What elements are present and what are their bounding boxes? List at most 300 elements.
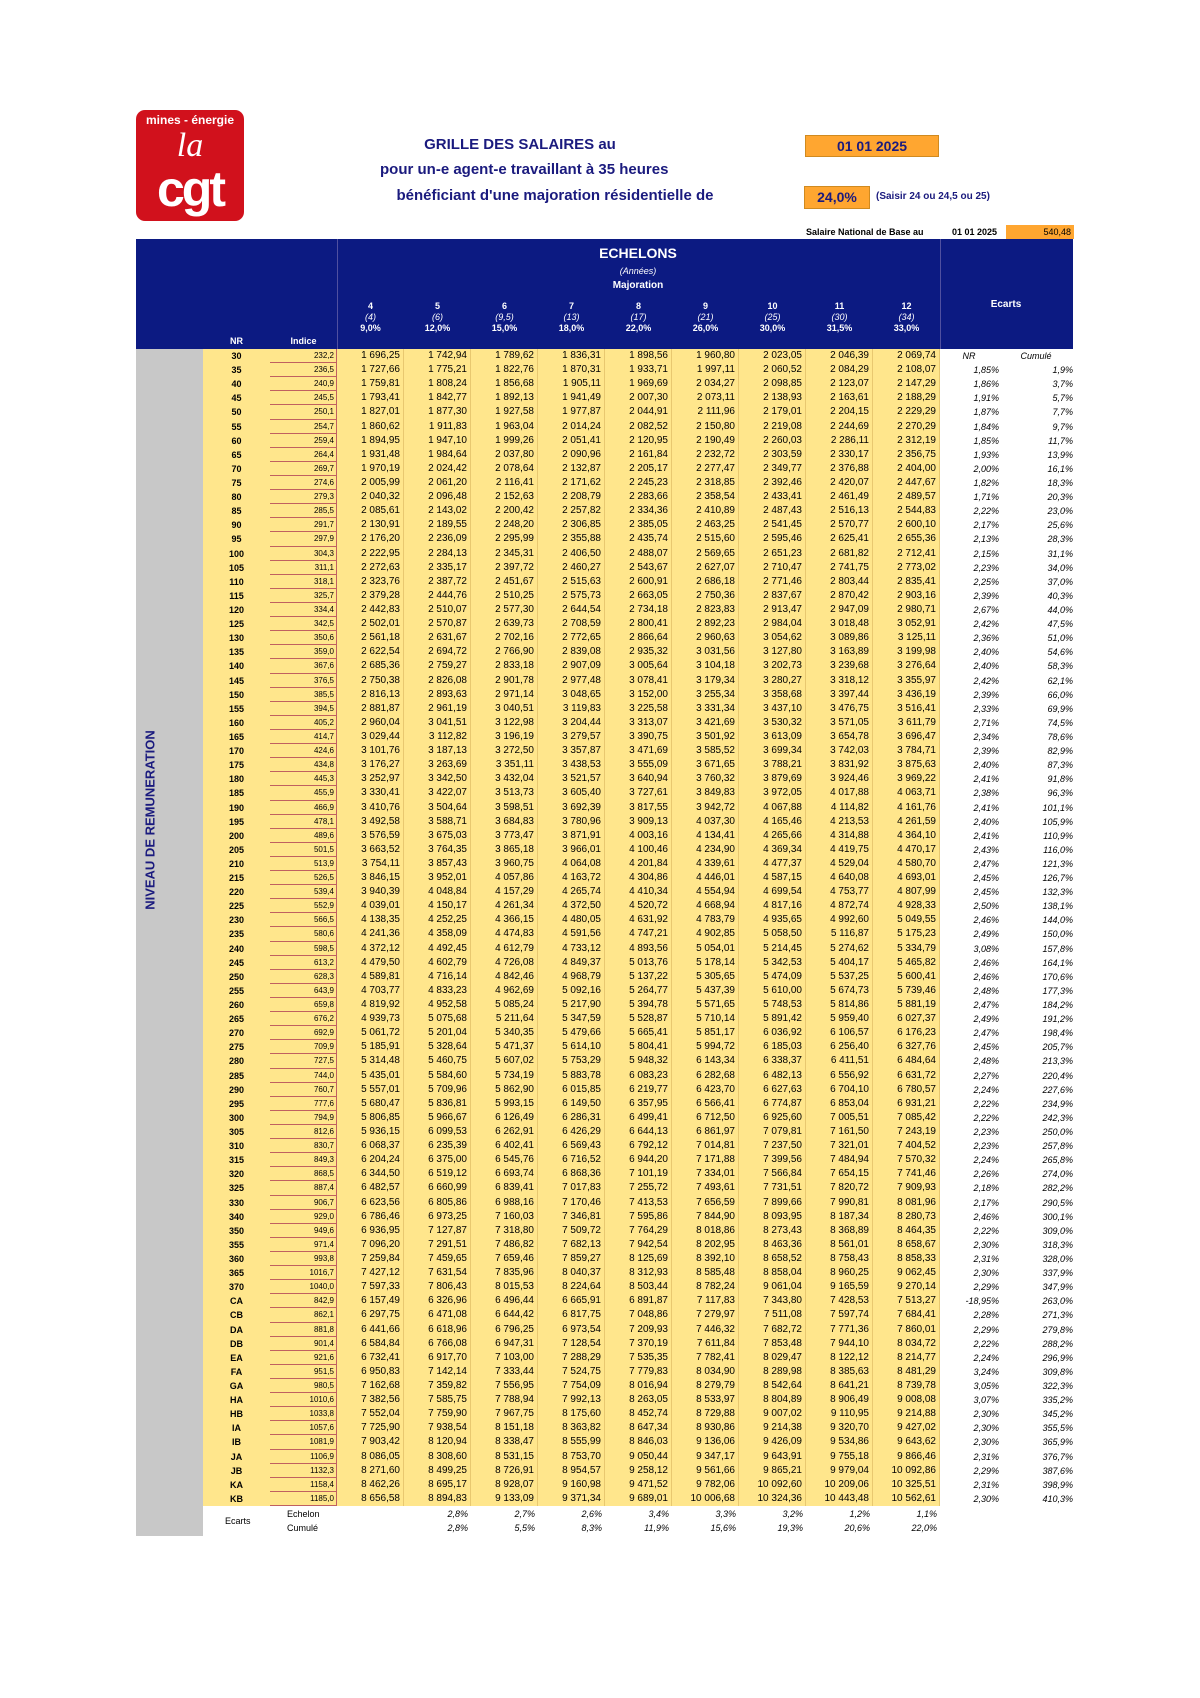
cell-salary: 4 201,84 <box>605 857 672 871</box>
cell-salary: 5 305,65 <box>672 970 739 984</box>
cell-salary: 2 561,18 <box>337 631 404 645</box>
cell-salary: 9 643,62 <box>873 1435 940 1449</box>
table-row <box>203 1181 1073 1195</box>
table-row <box>203 1421 1073 1435</box>
cell-salary: 3 952,01 <box>404 871 471 885</box>
cell-ecart-nr: 2,29% <box>973 1282 999 1293</box>
cell-nr: 50 <box>203 405 270 419</box>
cell-salary: 6 402,41 <box>471 1139 538 1153</box>
header-echelon: 9 <box>702 301 708 311</box>
cell-ecart-nr: 2,48% <box>973 985 999 996</box>
table-row <box>203 575 1073 589</box>
cell-salary: 2 750,38 <box>337 674 404 688</box>
cell-ecart-nr: 2,31% <box>973 1479 999 1490</box>
date-field[interactable]: 01 01 2025 <box>805 135 939 157</box>
header-majoration-val: 26,0% <box>692 323 719 333</box>
cell-salary: 6 665,91 <box>538 1294 605 1308</box>
cell-salary: 5 092,16 <box>538 984 605 998</box>
cell-nr: 210 <box>203 857 270 871</box>
cell-salary: 5 394,78 <box>605 998 672 1012</box>
cell-ecart-nr: 1,93% <box>973 449 999 460</box>
cell-salary: 3 966,01 <box>538 843 605 857</box>
cell-salary: 5 334,79 <box>873 942 940 956</box>
cell-salary: 8 782,24 <box>672 1280 739 1294</box>
cell-salary: 3 176,27 <box>337 758 404 772</box>
cell-nr: 140 <box>203 659 270 673</box>
cell-indice: 285,5 <box>270 504 337 518</box>
cell-ecart-nr: 2,39% <box>973 746 999 757</box>
cell-salary: 4 479,50 <box>337 956 404 970</box>
table-row <box>203 391 1073 405</box>
cell-nr: EA <box>203 1351 270 1365</box>
cell-nr: 145 <box>203 674 270 688</box>
cell-nr: 95 <box>203 532 270 546</box>
header-annees-val: (30) <box>831 312 848 322</box>
cell-salary: 2 625,41 <box>806 532 873 546</box>
cell-ecart-cumule: 387,6% <box>1042 1465 1073 1476</box>
cell-salary: 3 005,64 <box>605 659 672 673</box>
table-row <box>203 1111 1073 1125</box>
cell-salary: 9 008,08 <box>873 1393 940 1407</box>
cell-salary: 2 510,07 <box>404 603 471 617</box>
cell-salary: 2 406,50 <box>538 547 605 561</box>
cell-ecart-cumule: 398,9% <box>1042 1479 1073 1490</box>
cell-salary: 2 451,67 <box>471 575 538 589</box>
table-row <box>203 786 1073 800</box>
cell-salary: 2 907,09 <box>538 659 605 673</box>
cell-ecart-cumule: 132,3% <box>1042 887 1073 898</box>
cell-salary: 2 312,19 <box>873 434 940 448</box>
cell-salary: 4 668,94 <box>672 899 739 913</box>
table-row <box>203 857 1073 871</box>
cell-salary: 8 271,60 <box>337 1464 404 1478</box>
cell-ecart-nr: 2,22% <box>973 1338 999 1349</box>
cell-salary: 3 671,65 <box>672 758 739 772</box>
header-majoration-val: 12,0% <box>424 323 451 333</box>
cell-ecart-cumule: 23,0% <box>1047 506 1073 517</box>
cell-nr: 135 <box>203 645 270 659</box>
cell-ecart-cumule: 177,3% <box>1042 985 1073 996</box>
cell-salary: 3 355,97 <box>873 674 940 688</box>
cell-ecart-cumule: 242,3% <box>1042 1112 1073 1123</box>
table-row <box>203 363 1073 377</box>
cell-salary: 2 577,30 <box>471 603 538 617</box>
cell-salary: 6 015,85 <box>538 1083 605 1097</box>
cell-salary: 6 519,12 <box>404 1167 471 1181</box>
cell-ecart-cumule: 376,7% <box>1042 1451 1073 1462</box>
table-row <box>203 603 1073 617</box>
cell-nr: HB <box>203 1407 270 1421</box>
cell-ecart-cumule: 164,1% <box>1042 957 1073 968</box>
cell-indice: 385,5 <box>270 688 337 702</box>
cell-salary: 3 857,43 <box>404 857 471 871</box>
cell-nr: 35 <box>203 363 270 377</box>
cell-salary: 8 804,89 <box>739 1393 806 1407</box>
header-col-5 <box>404 301 471 334</box>
cell-ecart-nr: 2,47% <box>973 1028 999 1039</box>
cell-salary: 7 631,54 <box>404 1266 471 1280</box>
cell-salary: 2 651,23 <box>739 547 806 561</box>
cell-salary: 4 037,30 <box>672 815 739 829</box>
page-subtitle-1: pour un-e agent-e travaillant à 35 heures <box>380 161 669 178</box>
cell-ecart-nr: 3,08% <box>973 943 999 954</box>
cell-salary: 4 241,36 <box>337 927 404 941</box>
cell-salary: 3 330,41 <box>337 786 404 800</box>
cell-salary: 2 200,42 <box>471 504 538 518</box>
cell-salary: 5 881,19 <box>873 998 940 1012</box>
cell-salary: 8 034,90 <box>672 1365 739 1379</box>
cell-ecart-cumule: 66,0% <box>1047 689 1073 700</box>
cell-salary: 2 759,27 <box>404 659 471 673</box>
cell-ecart-nr: 2,18% <box>973 1183 999 1194</box>
cell-ecart-cumule: 335,2% <box>1042 1395 1073 1406</box>
cell-indice: 659,8 <box>270 998 337 1012</box>
cell-indice: 245,5 <box>270 391 337 405</box>
cell-salary: 2 893,63 <box>404 688 471 702</box>
cell-salary: 2 750,36 <box>672 589 739 603</box>
cell-salary: 8 503,44 <box>605 1280 672 1294</box>
cell-salary: 7 117,83 <box>672 1294 739 1308</box>
cell-salary: 8 151,18 <box>471 1421 538 1435</box>
table-row <box>203 984 1073 998</box>
cell-nr: 235 <box>203 927 270 941</box>
cell-ecart-nr: 2,30% <box>973 1268 999 1279</box>
cell-salary: 3 663,52 <box>337 843 404 857</box>
cell-salary: 6 357,95 <box>605 1097 672 1111</box>
cell-ecart-nr: 2,48% <box>973 1056 999 1067</box>
table-row <box>203 1083 1073 1097</box>
cell-salary: 9 007,02 <box>739 1407 806 1421</box>
cell-indice: 830,7 <box>270 1139 337 1153</box>
cell-salary: 4 063,71 <box>873 786 940 800</box>
cell-salary: 5 474,09 <box>739 970 806 984</box>
cell-salary: 2 663,05 <box>605 589 672 603</box>
cell-salary: 6 482,57 <box>337 1181 404 1195</box>
cell-salary: 5 753,29 <box>538 1054 605 1068</box>
cell-salary: 2 007,30 <box>605 391 672 405</box>
cell-salary: 3 280,27 <box>739 674 806 688</box>
cell-salary: 9 471,52 <box>605 1478 672 1492</box>
cell-salary: 4 470,17 <box>873 843 940 857</box>
cell-salary: 7 860,01 <box>873 1323 940 1337</box>
header-annees-val: (34) <box>898 312 915 322</box>
cell-salary: 5 936,15 <box>337 1125 404 1139</box>
page-title: GRILLE DES SALAIRES au <box>424 136 616 153</box>
cell-salary: 2 712,41 <box>873 547 940 561</box>
cell-nr: 325 <box>203 1181 270 1195</box>
cell-salary: 3 351,11 <box>471 758 538 772</box>
cell-nr: 245 <box>203 956 270 970</box>
cell-salary: 2 163,61 <box>806 391 873 405</box>
cell-salary: 4 017,88 <box>806 786 873 800</box>
cell-ecart-nr: 2,36% <box>973 633 999 644</box>
cell-salary: 5 049,55 <box>873 913 940 927</box>
cell-indice: 1185,0 <box>270 1492 337 1506</box>
cell-ecart-cumule: 28,3% <box>1047 534 1073 545</box>
cell-salary: 4 612,79 <box>471 942 538 956</box>
cell-salary: 1 963,04 <box>471 420 538 434</box>
cell-salary: 9 214,38 <box>739 1421 806 1435</box>
cell-indice: 842,9 <box>270 1294 337 1308</box>
cell-salary: 7 853,48 <box>739 1337 806 1351</box>
cell-salary: 7 279,97 <box>672 1308 739 1322</box>
header-col-9 <box>672 301 739 334</box>
cell-salary: 2 303,59 <box>739 448 806 462</box>
cell-salary: 8 928,07 <box>471 1478 538 1492</box>
cell-salary: 7 659,46 <box>471 1252 538 1266</box>
cell-nr: 105 <box>203 561 270 575</box>
cell-indice: 526,5 <box>270 871 337 885</box>
table-row <box>203 1294 1073 1308</box>
cell-nr: GA <box>203 1379 270 1393</box>
cell-salary: 6 099,53 <box>404 1125 471 1139</box>
table-row <box>203 1280 1073 1294</box>
cell-salary: 2 120,95 <box>605 434 672 448</box>
cell-salary: 8 481,29 <box>873 1365 940 1379</box>
cell-salary: 3 357,87 <box>538 744 605 758</box>
cell-indice: 478,1 <box>270 815 337 829</box>
cell-indice: 1040,0 <box>270 1280 337 1294</box>
cell-salary: 4 138,35 <box>337 913 404 927</box>
cell-salary: 3 313,07 <box>605 716 672 730</box>
cell-ecart-cumule: 347,9% <box>1042 1282 1073 1293</box>
cell-salary: 2 870,42 <box>806 589 873 603</box>
cell-salary: 5 584,60 <box>404 1069 471 1083</box>
cell-salary: 4 587,15 <box>739 871 806 885</box>
cell-salary: 6 704,10 <box>806 1083 873 1097</box>
cell-salary: 7 788,94 <box>471 1393 538 1407</box>
cell-salary: 8 308,60 <box>404 1450 471 1464</box>
cell-salary: 9 258,12 <box>605 1464 672 1478</box>
cell-salary: 6 106,57 <box>806 1026 873 1040</box>
cell-salary: 4 477,37 <box>739 857 806 871</box>
cell-salary: 7 404,52 <box>873 1139 940 1153</box>
cell-ecart-cumule: 288,2% <box>1042 1338 1073 1349</box>
cell-salary: 7 085,42 <box>873 1111 940 1125</box>
cell-salary: 1 999,26 <box>471 434 538 448</box>
cell-salary: 5 836,81 <box>404 1097 471 1111</box>
cell-salary: 3 972,05 <box>739 786 806 800</box>
cell-ecart-cumule: 296,9% <box>1042 1352 1073 1363</box>
header-col-12 <box>873 301 940 334</box>
cell-salary: 2 947,09 <box>806 603 873 617</box>
cell-salary: 2 037,80 <box>471 448 538 462</box>
cell-salary: 3 421,69 <box>672 716 739 730</box>
cell-salary: 4 833,23 <box>404 984 471 998</box>
cell-salary: 6 817,75 <box>538 1308 605 1322</box>
cell-ecart-nr: 2,27% <box>973 1070 999 1081</box>
cell-salary: 2 260,03 <box>739 434 806 448</box>
cell-salary: 2 355,88 <box>538 532 605 546</box>
cell-ecart-nr: 2,41% <box>973 802 999 813</box>
snb-value: 540,48 <box>1006 225 1074 239</box>
cell-nr: 100 <box>203 547 270 561</box>
cell-salary: 3 675,03 <box>404 829 471 843</box>
cell-salary: 5 734,19 <box>471 1069 538 1083</box>
cell-salary: 9 643,91 <box>739 1450 806 1464</box>
cell-ecart-cumule: 328,0% <box>1042 1254 1073 1264</box>
header-echelon: 5 <box>434 301 440 311</box>
cell-salary: 4 716,14 <box>404 970 471 984</box>
table-row <box>203 1365 1073 1379</box>
footer-cumule-value: 2,8% <box>447 1522 468 1533</box>
table-row <box>203 1097 1073 1111</box>
cell-ecart-cumule: 309,0% <box>1042 1225 1073 1236</box>
cell-salary: 9 755,18 <box>806 1450 873 1464</box>
table-row <box>203 617 1073 631</box>
cell-salary: 8 555,99 <box>538 1435 605 1449</box>
table-row <box>203 913 1073 927</box>
cell-ecart-nr: 2,42% <box>973 675 999 686</box>
cell-ecart-nr: 2,39% <box>973 590 999 601</box>
cell-salary: 2 595,46 <box>739 532 806 546</box>
cell-salary: 2 627,07 <box>672 561 739 575</box>
cell-salary: 7 333,44 <box>471 1365 538 1379</box>
cell-salary: 3 942,72 <box>672 801 739 815</box>
cell-salary: 2 502,01 <box>337 617 404 631</box>
cell-salary: 7 359,82 <box>404 1379 471 1393</box>
cell-salary: 3 263,69 <box>404 758 471 772</box>
cell-ecart-cumule: 126,7% <box>1042 873 1073 884</box>
cell-nr: 225 <box>203 899 270 913</box>
cell-salary: 8 954,57 <box>538 1464 605 1478</box>
cell-salary: 8 273,43 <box>739 1224 806 1238</box>
cell-salary: 6 925,60 <box>739 1111 806 1125</box>
cell-salary: 8 542,64 <box>739 1379 806 1393</box>
cell-salary: 8 086,05 <box>337 1450 404 1464</box>
cell-salary: 1 860,62 <box>337 420 404 434</box>
cell-salary: 4 114,82 <box>806 801 873 815</box>
cell-ecart-nr: 2,33% <box>973 703 999 714</box>
header-majoration-val: 9,0% <box>360 323 381 333</box>
cell-salary: 6 484,64 <box>873 1054 940 1068</box>
cell-salary: 7 484,94 <box>806 1153 873 1167</box>
cell-ecart-cumule: 410,3% <box>1042 1493 1073 1504</box>
cell-ecart-nr: -18,95% <box>965 1296 999 1307</box>
cell-salary: 10 092,60 <box>739 1478 806 1492</box>
cell-nr: 275 <box>203 1040 270 1054</box>
cell-nr: 270 <box>203 1026 270 1040</box>
cell-salary: 2 034,27 <box>672 377 739 391</box>
cell-salary: 7 161,50 <box>806 1125 873 1139</box>
cell-salary: 2 356,75 <box>873 448 940 462</box>
cell-salary: 4 753,77 <box>806 885 873 899</box>
table-row <box>203 1478 1073 1492</box>
cell-indice: 760,7 <box>270 1083 337 1097</box>
cell-ecart-cumule: 271,3% <box>1042 1310 1073 1321</box>
cell-salary: 8 224,64 <box>538 1280 605 1294</box>
cell-salary: 5 674,73 <box>806 984 873 998</box>
cell-ecart-nr: 2,26% <box>973 1169 999 1180</box>
cell-salary: 8 392,10 <box>672 1252 739 1266</box>
cell-salary: 4 992,60 <box>806 913 873 927</box>
cell-indice: 692,9 <box>270 1026 337 1040</box>
cell-salary: 7 771,36 <box>806 1323 873 1337</box>
cell-salary: 3 773,47 <box>471 829 538 843</box>
cell-salary: 2 051,41 <box>538 434 605 448</box>
cell-salary: 7 835,96 <box>471 1266 538 1280</box>
table-row <box>203 885 1073 899</box>
snb-date: 01 01 2025 <box>952 227 998 237</box>
cell-salary: 6 545,76 <box>471 1153 538 1167</box>
cell-nr: 355 <box>203 1238 270 1252</box>
cell-salary: 6 068,37 <box>337 1139 404 1153</box>
cell-ecart-cumule: 16,1% <box>1047 463 1073 474</box>
cell-nr: 185 <box>203 786 270 800</box>
table-row <box>203 490 1073 504</box>
cell-ecart-cumule: 44,0% <box>1047 604 1073 615</box>
cell-salary: 7 611,84 <box>672 1337 739 1351</box>
cell-salary: 7 486,82 <box>471 1238 538 1252</box>
cell-salary: 3 199,98 <box>873 645 940 659</box>
header-majoration-val: 30,0% <box>759 323 786 333</box>
cell-salary: 7 682,72 <box>739 1323 806 1337</box>
majoration-field[interactable]: 24,0% <box>804 186 870 209</box>
cell-ecart-nr: 2,29% <box>973 1324 999 1335</box>
cell-indice: 376,5 <box>270 674 337 688</box>
cell-salary: 3 358,68 <box>739 688 806 702</box>
cell-salary: 3 331,34 <box>672 702 739 716</box>
cell-salary: 5 054,01 <box>672 942 739 956</box>
cell-salary: 1 870,31 <box>538 363 605 377</box>
cell-salary: 8 758,43 <box>806 1252 873 1266</box>
cell-salary: 9 062,45 <box>873 1266 940 1280</box>
table-row <box>203 1153 1073 1167</box>
cell-ecart-nr: 2,40% <box>973 816 999 827</box>
table-row <box>203 547 1073 561</box>
cell-indice: 342,5 <box>270 617 337 631</box>
cell-salary: 6 644,42 <box>471 1308 538 1322</box>
cell-salary: 4 928,33 <box>873 899 940 913</box>
cell-ecart-cumule: 18,3% <box>1047 477 1073 488</box>
cell-salary: 1 742,94 <box>404 349 471 363</box>
cell-salary: 7 142,14 <box>404 1365 471 1379</box>
cell-salary: 5 528,87 <box>605 1012 672 1026</box>
cell-salary: 4 939,73 <box>337 1012 404 1026</box>
cell-indice: 794,9 <box>270 1111 337 1125</box>
cell-nr: 195 <box>203 815 270 829</box>
cell-salary: 8 464,35 <box>873 1224 940 1238</box>
table-row <box>203 1125 1073 1139</box>
cell-salary: 4 902,85 <box>672 927 739 941</box>
header-echelon: 4 <box>367 301 373 311</box>
header-col-8 <box>605 301 672 334</box>
cell-salary: 2 710,47 <box>739 561 806 575</box>
footer-echelon-value: 3,3% <box>715 1508 736 1519</box>
cell-salary: 2 208,79 <box>538 490 605 504</box>
cell-salary: 5 966,67 <box>404 1111 471 1125</box>
table-row <box>203 815 1073 829</box>
salary-table <box>203 349 1073 1506</box>
cell-nr: 200 <box>203 829 270 843</box>
cell-ecart-cumule: 290,5% <box>1042 1197 1073 1208</box>
cell-salary: 3 849,83 <box>672 786 739 800</box>
cell-salary: 3 831,92 <box>806 758 873 772</box>
cell-salary: 1 977,87 <box>538 405 605 419</box>
cell-salary: 3 513,73 <box>471 786 538 800</box>
cell-salary: 3 112,82 <box>404 730 471 744</box>
cell-ecart-cumule: 96,3% <box>1047 788 1073 799</box>
cell-ecart-cumule: 47,5% <box>1047 619 1073 630</box>
cell-salary: 2 816,13 <box>337 688 404 702</box>
cell-salary: 9 371,34 <box>538 1492 605 1506</box>
cell-nr: 40 <box>203 377 270 391</box>
cell-salary: 7 160,03 <box>471 1210 538 1224</box>
cell-ecart-nr: 2,34% <box>973 731 999 742</box>
cell-nr: DA <box>203 1323 270 1337</box>
cell-ecart-cumule: 54,6% <box>1047 647 1073 658</box>
cell-salary: 5 435,01 <box>337 1069 404 1083</box>
